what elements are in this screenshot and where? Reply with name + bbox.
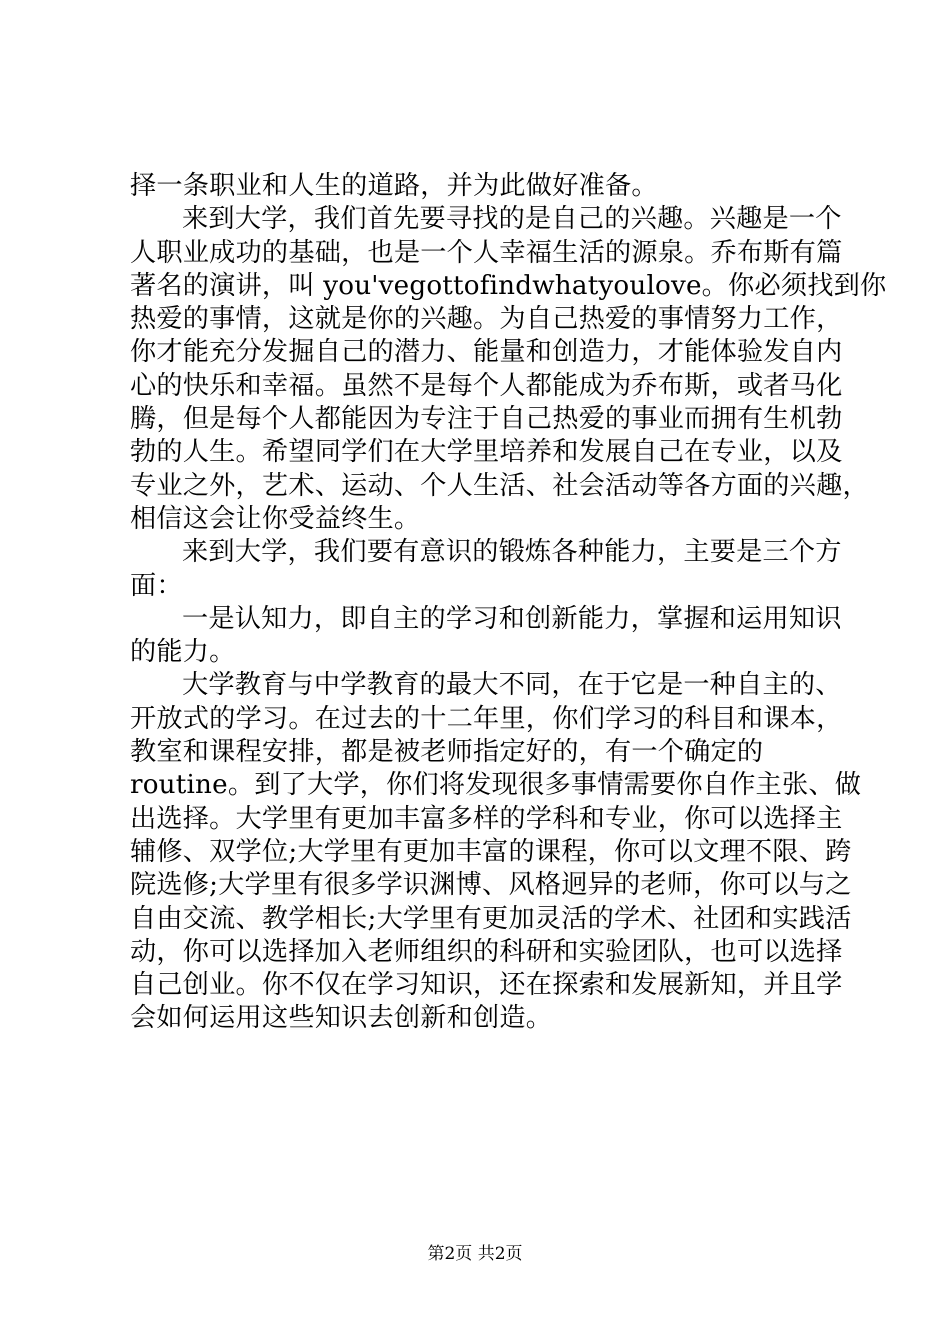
text-line: 专业之外，艺术、运动、个人生活、社会活动等各方面的兴趣， <box>130 470 869 501</box>
text-line: 的能力。 <box>130 637 236 668</box>
text-line: 腾，但是每个人都能因为专注于自己热爱的事业而拥有生机勃 <box>130 404 843 435</box>
text-line: 开放式的学习。在过去的十二年里，你们学习的科目和课本， <box>130 703 843 734</box>
text-line: 院选修;大学里有很多学识渊博、风格迥异的老师，你可以与之 <box>130 870 852 901</box>
text-line: 自己创业。你不仅在学习知识，还在探索和发展新知，并且学 <box>130 970 843 1001</box>
text-line: 择一条职业和人生的道路，并为此做好准备。 <box>130 171 658 201</box>
text-line: 出选择。大学里有更加丰富多样的学科和专业，你可以选择主 <box>130 803 843 834</box>
text-line: 你才能充分发掘自己的潜力、能量和创造力，才能体验发自内 <box>130 337 843 368</box>
text-line: 一是认知力，即自主的学习和创新能力，掌握和运用知识 <box>182 603 842 634</box>
text-line: 著名的演讲，叫 you'vegottofindwhatyoulove。你必须找到你 <box>130 270 887 301</box>
text-line: 相信这会让你受益终生。 <box>130 503 421 534</box>
text-line: routine。到了大学，你们将发现很多事情需要你自作主张、做 <box>130 770 862 801</box>
text-line: 勃的人生。希望同学们在大学里培养和发展自己在专业，以及 <box>130 437 843 468</box>
text-line: 自由交流、教学相长;大学里有更加灵活的学术、社团和实践活 <box>130 903 852 934</box>
text-line: 来到大学，我们首先要寻找的是自己的兴趣。兴趣是一个 <box>182 204 842 235</box>
text-line: 面： <box>130 570 183 601</box>
page-footer <box>0 1242 950 1266</box>
text-line: 教室和课程安排，都是被老师指定好的，有一个确定的 <box>130 737 764 768</box>
text-line: 会如何运用这些知识去创新和创造。 <box>130 1003 553 1034</box>
text-line: 心的快乐和幸福。虽然不是每个人都能成为乔布斯，或者马化 <box>130 370 843 401</box>
text-line: 人职业成功的基础，也是一个人幸福生活的源泉。乔布斯有篇 <box>130 237 843 268</box>
text-line: 大学教育与中学教育的最大不同，在于它是一种自主的、 <box>182 670 842 701</box>
text-line: 热爱的事情，这就是你的兴趣。为自己热爱的事情努力工作， <box>130 304 843 335</box>
text-line: 辅修、双学位;大学里有更加丰富的课程，你可以文理不限、跨 <box>130 836 852 867</box>
page-number: 第2页 共2页 <box>427 1244 523 1264</box>
text-line: 来到大学，我们要有意识的锻炼各种能力，主要是三个方 <box>182 537 842 568</box>
text-line: 动，你可以选择加入老师组织的科研和实验团队，也可以选择 <box>130 936 843 967</box>
document-body <box>130 170 887 1036</box>
